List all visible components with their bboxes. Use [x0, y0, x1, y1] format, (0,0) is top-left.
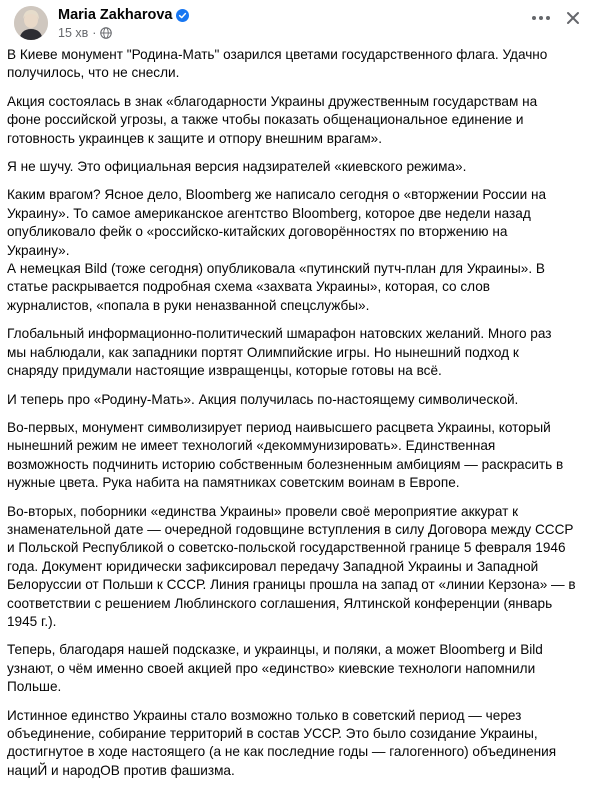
post-paragraph: Во-вторых, поборники «единства Украины» провели своё мероприятие аккурат к знаменательной дате — очередной годовщине вступления в силу Договора между СССР и Польской Республикой о советско-польской государственной границе 5 февраля 1946 года. Документ юридически зафиксировал передачу Западной Украины и Западной Белоруссии от Польши к СССР. Линия границы прошла на запад от «линии Керзона» — в соответствии с решением Люблинского соглашения, Ялтинской конференции (январь 1945 г.).	[7, 503, 576, 629]
post-paragraph: Истинное единство Украины стало возможно только в советский период — через объединение, собирание территорий в состав УССР. Это было созидание Украины, достигнутое в ходе настоящего (а не как последние годы — галогенного) объединения нациЙ и народОВ против фашизма.	[7, 707, 557, 778]
post-paragraph: Я не шучу. Это официальная версия надзирателей «киевского режима».	[7, 159, 467, 175]
post-paragraph: В Киеве монумент "Родина-Мать" озарился цветами государственного флага. Удачно получилось, что не снесли.	[7, 47, 548, 81]
avatar-image	[14, 6, 48, 40]
post-paragraph: Каким врагом? Ясное дело, Bloomberg же написало сегодня о «вторжении России на Украину». То самое американское агентство Bloomberg, которое две недели назад опубликовало фейк о «российско-китайских договорённостях по вторжению на Украину». А немецкая Bild (тоже сегодня) опубликовала «путинский путч-план для Украины». В статье раскрывается подробная схема «захвата Украины», которая, со слов журналистов, «попала в руки неназванной спецслужбы».	[7, 187, 547, 313]
author-row	[58, 6, 189, 24]
post-paragraph: Акция состоялась в знак «благодарности Украины дружественным государствам на фоне российской угрозы, а также чтобы показать общенациональное единение и готовность украинцев к защите и отпору внешним врагам».	[7, 93, 538, 146]
post-paragraph: Во-первых, монумент символизирует период наивысшего расцвета Украины, который нынешний режим не имеет технологий «декоммунизировать». Единственная возможность подчинить историю собственным болезненным амбициям — раскрасить в нужные цвета. Рука набита на памятниках советским воинам в Европе.	[7, 419, 564, 491]
verified-badge-icon	[176, 9, 189, 22]
post-header	[14, 6, 583, 42]
post-paragraph: Глобальный информационно-политический шмарафон натовских желаний. Много раз мы наблюдали, как западники портят Олимпийские игры. Но нынешний подход к снаряду придумали настоящие извращенцы, которые готовы на всё.	[7, 326, 552, 379]
author-name[interactable]: Maria Zakharova	[58, 7, 173, 23]
post-meta	[58, 25, 189, 41]
close-icon	[566, 11, 580, 25]
post-paragraph: И теперь про «Родину-Мать». Акция получилась по-настоящему символической.	[7, 391, 519, 407]
more-options-button[interactable]	[529, 8, 553, 28]
more-options-icon	[531, 15, 551, 21]
post-time[interactable]: 15 хв	[58, 26, 89, 40]
author-block	[58, 6, 189, 41]
avatar[interactable]	[14, 6, 48, 40]
post-body	[7, 46, 591, 790]
post-paragraph: Теперь, благодаря нашей подсказке, и украинцы, и поляки, а может Bloomberg и Bild узнают, о чём именно своей акцией про «единство» киевские технологи напомнили Польше.	[7, 642, 543, 695]
globe-icon	[100, 27, 112, 39]
close-button[interactable]	[563, 8, 583, 28]
meta-separator: ·	[92, 26, 97, 40]
